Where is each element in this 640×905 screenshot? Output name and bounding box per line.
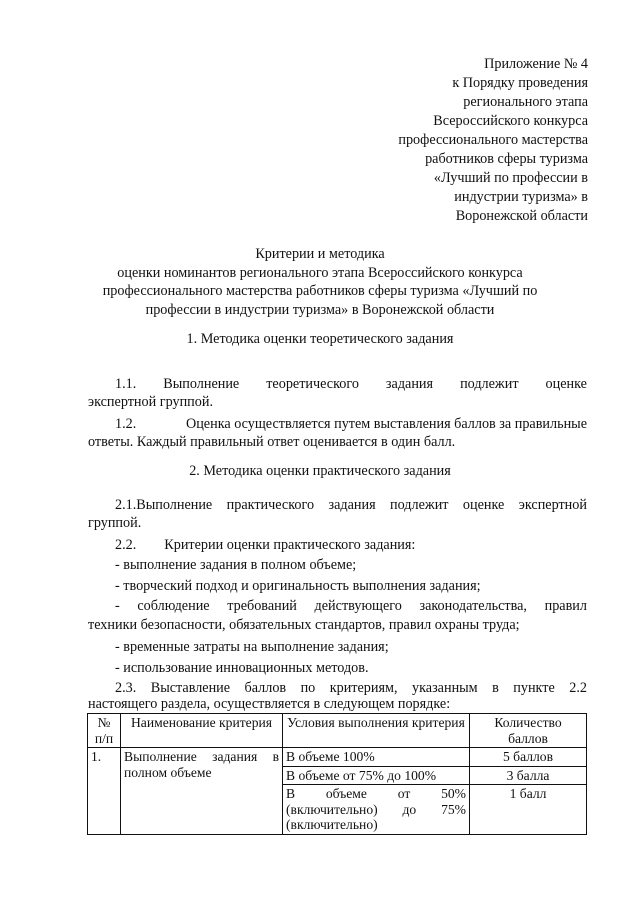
header-name: Наименование критерия [121, 714, 283, 748]
cell-condition-line: (включительно) [286, 817, 378, 832]
word: Выполнение [163, 376, 240, 392]
appendix-line: к Порядку проведения [452, 75, 588, 91]
appendix-line: профессионального мастерства [398, 132, 588, 148]
criteria-list-end [115, 637, 587, 678]
cell-name [121, 748, 283, 835]
word: 50% [441, 786, 466, 801]
word: критериям, [329, 680, 398, 696]
appendix-line: работников сферы туризма [425, 151, 588, 167]
header-num: № п/п [88, 714, 121, 748]
word: указанным [412, 680, 478, 696]
word: подлежит [460, 376, 519, 392]
paragraph-number: 2.2. [115, 537, 137, 553]
paragraph-2-3-cont: настоящего раздела, осуществляется в следующем порядке: [88, 696, 451, 712]
title-line: оценки номинантов регионального этапа Всероссийского конкурса [117, 264, 523, 281]
paragraph-1-1 [115, 374, 587, 394]
word: задания [385, 376, 434, 392]
title-line: профессионального мастерства работников сферы туризма «Лучший по [102, 283, 538, 299]
word: действующего [314, 598, 402, 614]
cell-points: 5 баллов [470, 748, 587, 767]
word: 2.1.Выполнение [115, 497, 213, 513]
word: правил [544, 598, 587, 614]
word: Оценка осуществляется путем выставления баллов за правильные [185, 416, 587, 432]
title-line: профессии в индустрии туризма» в Воронежской области [145, 301, 495, 318]
word: от [397, 786, 411, 801]
cell-condition: В объеме 100% [283, 748, 470, 767]
word: 2.2 [569, 680, 587, 696]
cell-num: 1. [88, 748, 121, 835]
appendix-header [398, 55, 588, 226]
cell-points: 1 балл [470, 785, 587, 835]
list-item: - творческий подход и оригинальность выполнения задания; [115, 577, 481, 594]
word: 75% [441, 801, 466, 817]
word: Выставление [150, 680, 231, 696]
word: теоретического [266, 376, 359, 392]
appendix-line: регионального этапа [463, 94, 588, 110]
word: объеме [325, 786, 367, 801]
word: задания [212, 749, 258, 764]
appendix-line: индустрии туризма» в [454, 189, 588, 205]
paragraph-1-2-cont: ответы. Каждый правильный ответ оценивается в один балл. [88, 434, 456, 450]
cell-points: 3 балла [470, 766, 587, 785]
title-line: Критерии и методика [255, 246, 385, 262]
word: (включительно) [286, 801, 378, 817]
appendix-line: Воронежской области [455, 208, 588, 224]
word: практического [226, 497, 315, 513]
word: законодательства, [419, 598, 527, 614]
word: подлежит [390, 497, 449, 513]
word: В [286, 786, 296, 801]
word: баллов [244, 680, 287, 696]
header-points: Количество баллов [470, 714, 587, 748]
word: - [115, 598, 120, 614]
appendix-line: Всероссийского конкурса [433, 113, 588, 129]
paragraph-2-2 [115, 535, 587, 555]
word: 1.2. [115, 416, 137, 432]
word: требований [227, 598, 297, 614]
list-item: - использование инновационных методов. [115, 659, 369, 676]
word: 2.3. [115, 680, 137, 696]
paragraph-1-2 [115, 414, 587, 434]
criteria-table [87, 713, 587, 835]
section1-heading: 1. Методика оценки теоретического задания [186, 331, 454, 347]
word: экспертной [518, 497, 587, 513]
appendix-line: Приложение № 4 [484, 56, 588, 72]
cell-name-line: полном объеме [124, 764, 212, 780]
list-item: - выполнение задания в полном объеме; [115, 557, 357, 573]
document-title [60, 245, 580, 319]
word: оценке [462, 497, 505, 513]
paragraph-2-3 [115, 678, 587, 698]
table-header-row [88, 714, 587, 748]
word: в [272, 749, 279, 764]
word: до [402, 801, 417, 817]
header-conditions: Условия выполнения критерия [283, 714, 470, 748]
paragraph-2-1-cont: группой. [88, 515, 142, 531]
criteria-list [115, 555, 587, 617]
word: оценке [545, 376, 587, 392]
paragraph-2-1 [115, 495, 587, 515]
table-row [88, 748, 587, 767]
word: в [492, 680, 499, 696]
word: по [300, 680, 316, 696]
paragraph-text: Критерии оценки практического задания: [164, 537, 416, 553]
list-item: - временные затраты на выполнение задания; [115, 639, 389, 655]
appendix-line: «Лучший по профессии в [433, 170, 588, 186]
list-item [115, 596, 587, 617]
cell-condition: В объеме от 75% до 100% [283, 766, 470, 785]
section2-heading: 2. Методика оценки практического задания [189, 463, 451, 479]
word: соблюдение [137, 598, 210, 614]
word: пункте [513, 680, 555, 696]
cell-condition [283, 785, 470, 835]
word: 1.1. [115, 376, 137, 392]
paragraph-1-1-cont: экспертной группой. [88, 394, 213, 410]
word: Выполнение [124, 749, 197, 764]
word: задания [328, 497, 376, 513]
list-item-cont: техники безопасности, обязательных стандартов, правил охраны труда; [88, 617, 520, 633]
